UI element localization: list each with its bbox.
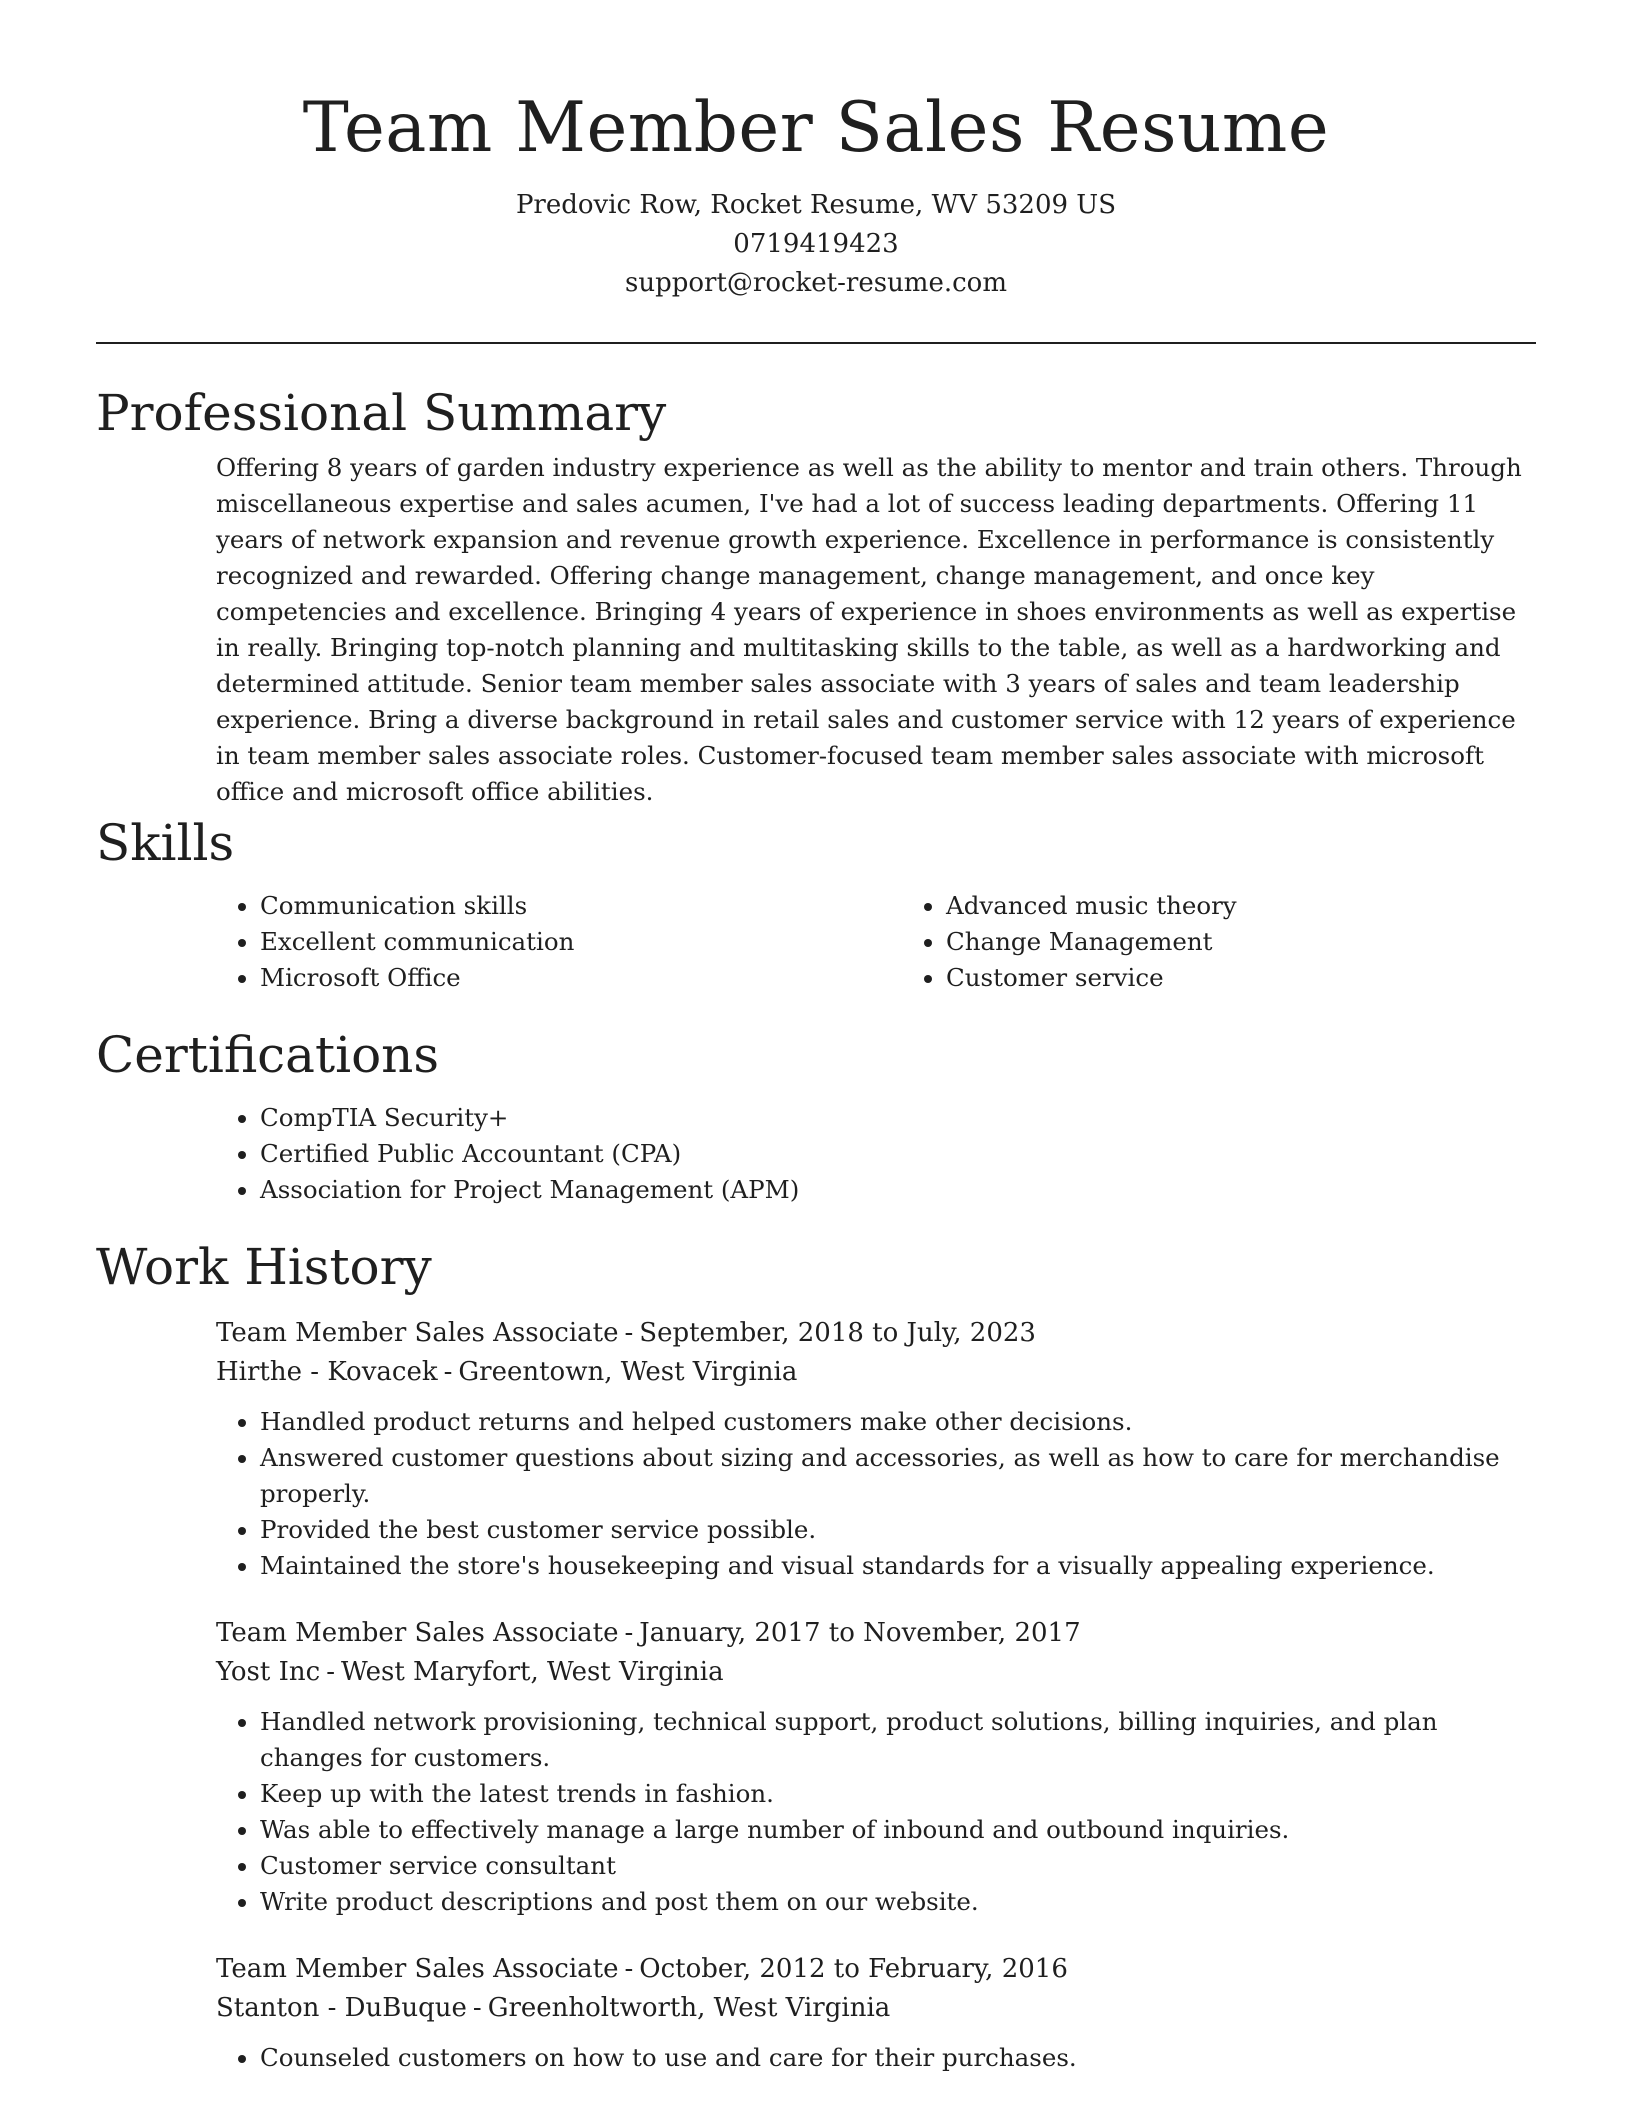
work-history-section	[96, 1234, 1536, 2076]
job-dates: January, 2017 to November, 2017	[639, 1618, 1081, 1648]
list-item: • Write product descriptions and post them on our website.	[260, 1884, 1536, 1920]
job-title: Team Member Sales Associate	[216, 1954, 619, 1984]
list-item: • Communication skills	[260, 888, 910, 924]
header-divider	[96, 342, 1536, 344]
job-entry	[216, 1314, 1536, 1584]
list-item: • Was able to effectively manage a large number of inbound and outbound inquiries.	[260, 1812, 1536, 1848]
list-item: • Customer service	[946, 960, 1237, 996]
job-company-line	[216, 1989, 1536, 2028]
job-entry	[216, 1950, 1536, 2076]
email: support@rocket-resume.com	[624, 268, 1007, 298]
resume-header	[0, 0, 1632, 303]
skills-list-left	[96, 888, 910, 996]
list-item: • Keep up with the latest trends in fashion.	[260, 1776, 1536, 1812]
job-company: Stanton - DuBuque	[216, 1993, 467, 2023]
job-bullets	[216, 1404, 1536, 1584]
section-heading: Certifications	[96, 1026, 440, 1084]
separator: -	[624, 1318, 634, 1348]
separator: -	[624, 1954, 634, 1984]
job-company: Yost Inc	[216, 1657, 321, 1687]
separator: -	[624, 1618, 634, 1648]
professional-summary-section	[96, 380, 1536, 810]
job-entry	[216, 1614, 1536, 1920]
skills-grid	[96, 888, 1536, 996]
job-location: Greenholtworth, West Virginia	[487, 1993, 891, 2023]
list-item: • Answered customer questions about sizing and accessories, as well as how to care for merchandise properly.	[260, 1440, 1536, 1512]
job-title: Team Member Sales Associate	[216, 1618, 619, 1648]
separator: -	[326, 1657, 335, 1687]
section-heading: Work History	[96, 1238, 432, 1296]
job-company-line	[216, 1653, 1536, 1692]
list-item: • Provided the best customer service possible.	[260, 1512, 1536, 1548]
section-heading: Skills	[96, 814, 235, 872]
job-title: Team Member Sales Associate	[216, 1318, 619, 1348]
skills-list-right	[910, 888, 1237, 996]
list-item: • Microsoft Office	[260, 960, 910, 996]
job-location: Greentown, West Virginia	[458, 1357, 798, 1387]
section-heading: Professional Summary	[96, 384, 667, 442]
job-company-line	[216, 1353, 1536, 1392]
summary-text: Offering 8 years of garden industry experience as well as the ability to mentor and train others. Through miscellaneous expertise and sales acumen, I've had a lot of success leading departments. Offering 11 years of network expansion and revenue growth experience. Excellence in performance is consistently recognized and rewarded. Offering change management, change management, and once key competencies and excellence. Bringing 4 years of experience in shoes environments as well as expertise in really. Bringing top-notch planning and multitasking skills to the table, as well as a hardworking and determined attitude. Senior team member sales associate with 3 years of sales and team leadership experience. Bring a diverse background in retail sales and customer service with 12 years of experience in team member sales associate roles. Customer-focused team member sales associate with microsoft office and microsoft office abilities.	[216, 453, 1522, 806]
job-title-line	[216, 1314, 1536, 1353]
list-item: • Excellent communication	[260, 924, 910, 960]
list-item: • Counseled customers on how to use and care for their purchases.	[260, 2040, 1536, 2076]
job-dates: September, 2018 to July, 2023	[639, 1318, 1036, 1348]
job-company: Hirthe - Kovacek	[216, 1357, 438, 1387]
skills-section	[96, 810, 1536, 996]
resume-title: Team Member Sales Resume	[302, 88, 1330, 168]
certifications-list	[96, 1100, 1536, 1208]
list-item: • Handled product returns and helped customers make other decisions.	[260, 1404, 1536, 1440]
contact-block	[0, 186, 1632, 303]
job-bullets	[216, 2040, 1536, 2076]
address: Predovic Row, Rocket Resume, WV 53209 US	[515, 190, 1117, 220]
job-bullets	[216, 1704, 1536, 1920]
list-item: • Customer service consultant	[260, 1848, 1536, 1884]
list-item: • Association for Project Management (APM)	[260, 1172, 1536, 1208]
list-item: • Handled network provisioning, technical support, product solutions, billing inquiries, and plan changes for customers.	[260, 1704, 1536, 1776]
certifications-section	[96, 1022, 1536, 1208]
separator: -	[472, 1993, 482, 2023]
job-title-line	[216, 1950, 1536, 1989]
job-dates: October, 2012 to February, 2016	[639, 1954, 1068, 1984]
job-title-line	[216, 1614, 1536, 1653]
phone: 0719419423	[733, 229, 899, 259]
list-item: • Advanced music theory	[946, 888, 1237, 924]
job-location: West Maryfort, West Virginia	[341, 1657, 724, 1687]
list-item: • CompTIA Security+	[260, 1100, 1536, 1136]
list-item: • Maintained the store's housekeeping and visual standards for a visually appealing experience.	[260, 1548, 1536, 1584]
separator: -	[443, 1357, 453, 1387]
list-item: • Certified Public Accountant (CPA)	[260, 1136, 1536, 1172]
list-item: • Change Management	[946, 924, 1237, 960]
